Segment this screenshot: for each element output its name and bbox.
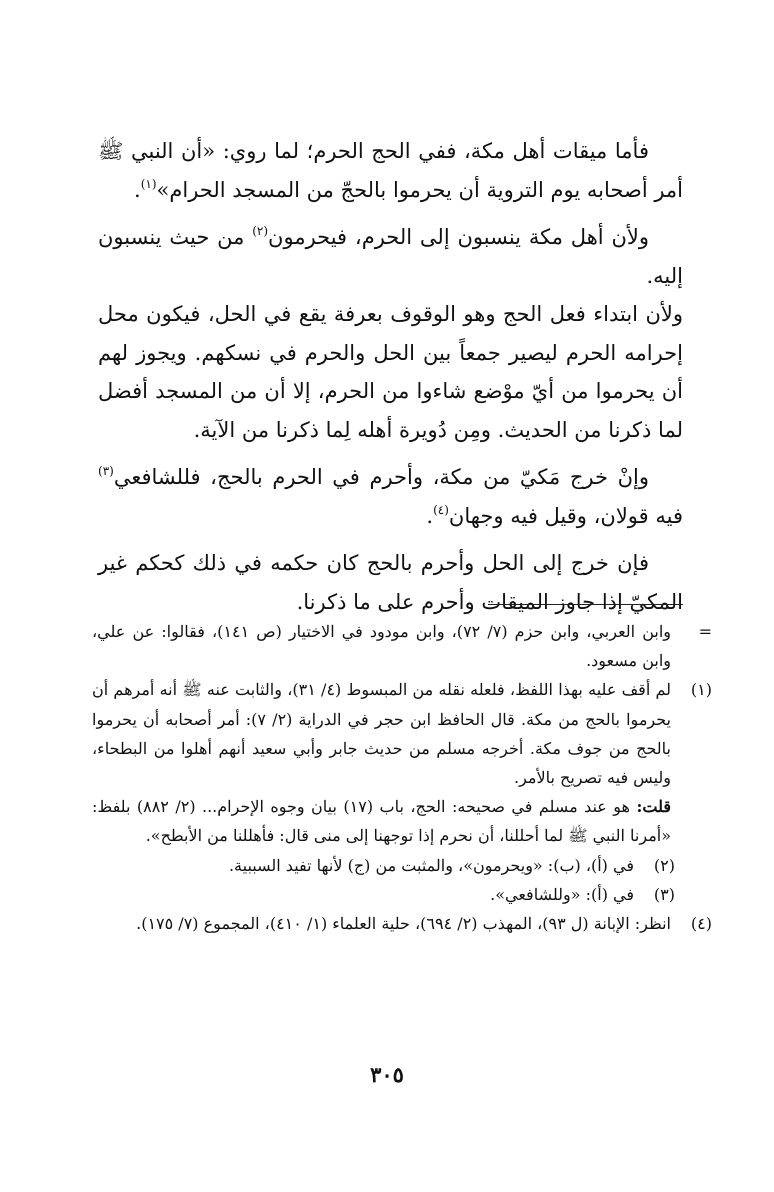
paragraph-2: ولأن أهل مكة ينسبون إلى الحرم، فيحرمون$^{(٢)}$ من حيث ينسبون إليه. (98, 224, 683, 288)
footnote-ref-4: (٤) (433, 502, 449, 517)
footnote-2: (٢) في (أ)، (ب): «ويحرمون»، والمثبت من (ج) لأنها تفيد السببية. (92, 851, 712, 880)
page-number: ٣٠٥ (370, 1062, 404, 1087)
continued-marker: = (698, 622, 712, 641)
main-text (98, 132, 683, 621)
footnotes (92, 617, 712, 938)
footnote-ref-3: (٣) (98, 464, 114, 478)
footnote-ref-2: (٢) (252, 224, 269, 238)
footnote-ref-1: (١) (140, 176, 157, 191)
footnote-number: (٢) (653, 855, 675, 875)
paragraph-1: فأما ميقات أهل مكة، ففي الحج الحرم؛ لما روي: «أن النبي ﷺ أمر أصحابه يوم التروية أن يحرموا بالحجّ من المسجد الحرام»$^{(١)}$. (98, 139, 683, 202)
paragraph-3: ولأن ابتداء فعل الحج وهو الوقوف بعرفة يقع في الحل، فيكون محل إحرامه الحرم ليصير جمعاً بين الحل والحرم في نسكهم. ويجوز لهم أن يحرموا من أيّ موْضع شاءوا من الحرم، إلا أن من المسجد أفضل لما ذكرنا من الحديث. ومِن دُويرة أهله لِما ذكرنا من الآية. (98, 302, 683, 442)
paragraph-5: فإن خرج إلى الحل وأحرم بالحج كان حكمه في ذلك كحكم غير المكيّ إذا جاوز الميقات وأحرم على ما ذكرنا. (98, 551, 683, 614)
footnote-1: (١) لم أقف عليه بهذا اللفظ، فلعله نقله من المبسوط (٤/ ٣١)، والثابت عنه ﷺ أنه أمرهم أن يحرموا بالحج من مكة. قال الحافظ ابن حجر في الدراية (٢/ ٧): أمر أصحابه أن يحرموا بالحج من جوف مكة. أخرجه مسلم من حديث جابر وأبي سعيد أنهم أهلوا من البطحاء، وليس فيه تصريح بالأمر. قلت: هو عند مسلم في صحيحه: الحج، باب (١٧) بيان وجوه الإحرام... (٢/ ٨٨٢) بلفظ: «أمرنا النبي ﷺ لما أحللنا، أن نحرم إذا توجهنا إلى منى قال: فأهللنا من الأبطح». (92, 675, 712, 850)
footnote-number: (١) (690, 680, 712, 700)
footnote-3: (٣) في (أ): «وللشافعي». (92, 880, 712, 909)
footnote-number: (٤) (690, 914, 712, 934)
footnote-number: (٣) (653, 884, 675, 904)
qult-label: قلت: (636, 797, 672, 817)
paragraph-4: وإنْ خرج مَكيّ من مكة، وأحرم في الحرم بالحج، فللشافعي$^{(٣)}$ فيه قولان، وقيل فيه وجهان$^{(٤)}$. (98, 464, 683, 528)
footnote-continued: = وابن العربي، وابن حزم (٧/ ٧٢)، وابن مودود في الاختيار (ص ١٤١)، فقالوا: عن علي، وابن مسعود. (92, 617, 712, 675)
footnote-4: (٤) انظر: الإبانة (ل ٩٣)، المهذب (٢/ ٦٩٤)، حلية العلماء (١/ ٤١٠)، المجموع (٧/ ١٧٥). (92, 909, 712, 938)
footnote-separator (488, 604, 683, 605)
